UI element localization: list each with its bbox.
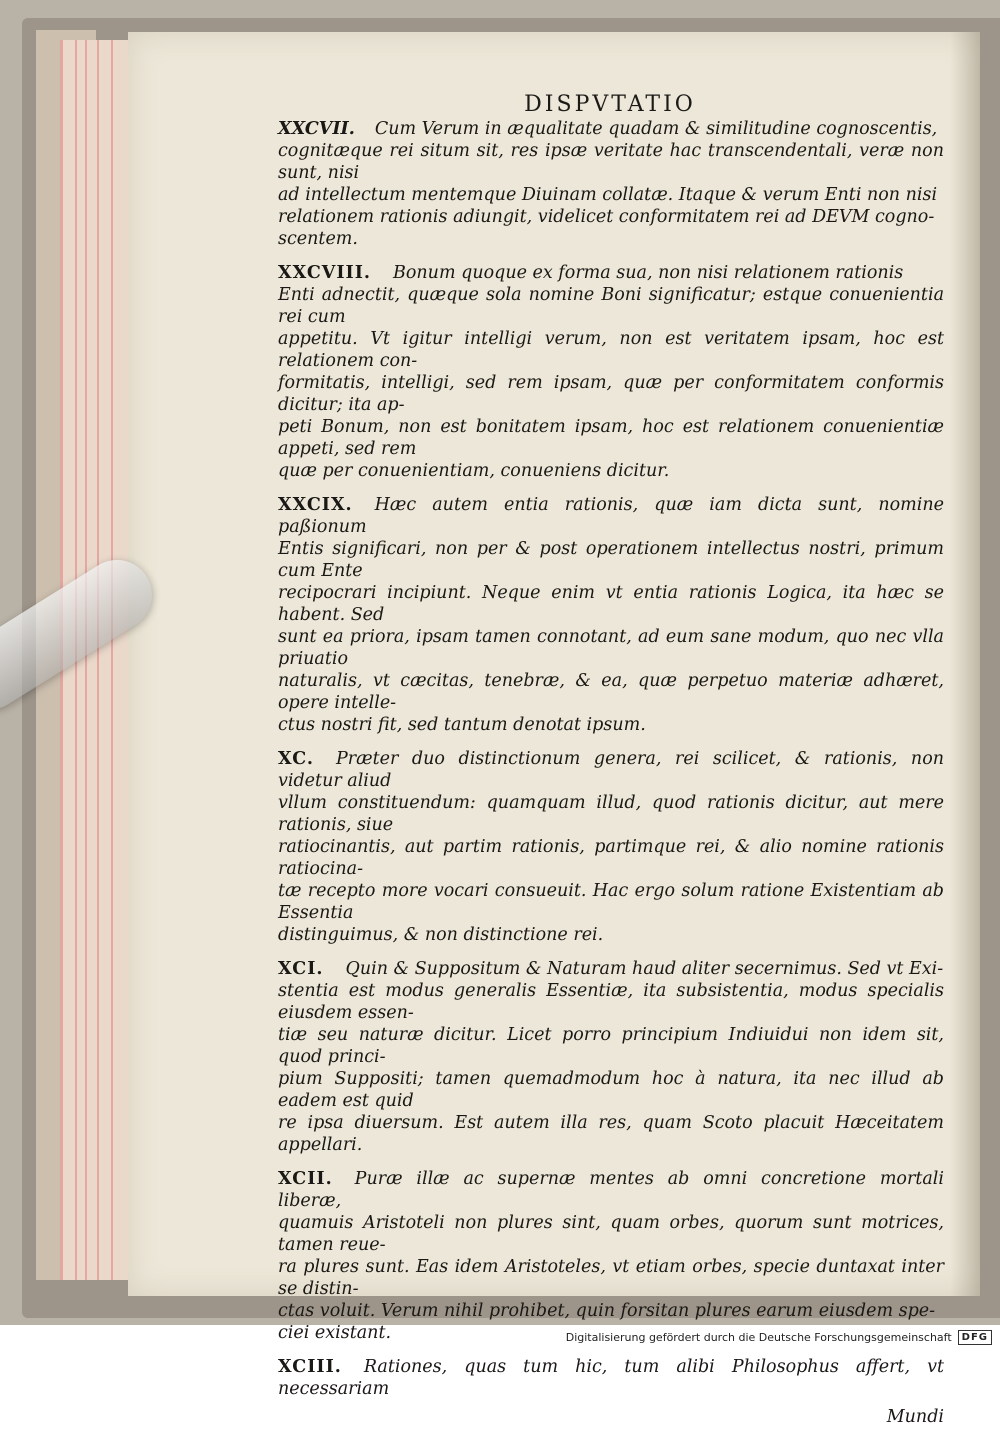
text-line: Entis significari, non per & post operationem intellectus nostri, primum cum Ente <box>278 539 944 581</box>
text-line: Præter duo distinctionum genera, rei scilicet, & rationis, non videtur aliud <box>278 749 944 791</box>
text-line: ctus nostri fit, sed tantum denotat ipsum. <box>278 715 646 735</box>
text-line: appetitu. Vt igitur intelligi verum, non est veritatem ipsam, hoc est relationem con- <box>278 329 944 371</box>
thesis-number: XCIII. <box>278 1357 342 1377</box>
paragraph <box>278 262 944 482</box>
text-line: Puræ illæ ac supernæ mentes ab omni concretione mortali liberæ, <box>278 1169 944 1211</box>
text-line: re ipsa diuersum. Est autem illa res, quam Scoto placuit Hæceitatem appellari. <box>278 1113 944 1155</box>
text-line: Cum Verum in æqualitate quadam & similitudine cognoscentis, <box>374 119 938 139</box>
text-line: peti Bonum, non est bonitatem ipsam, hoc est relationem conuenientiæ appeti, sed rem <box>278 417 944 459</box>
text-line: tiæ seu naturæ dicitur. Licet porro principium Indiuidui non idem sit, quod princi- <box>278 1025 944 1067</box>
page-text <box>278 118 944 1440</box>
text-line: distinguimus, & non distinctione rei. <box>278 925 604 945</box>
text-line: formitatis, intelligi, sed rem ipsam, quæ per conformitatem conformis dicitur; ita ap- <box>278 373 944 415</box>
text-line: stentia est modus generalis Essentiæ, ita subsistentia, modus specialis eiusdem essen- <box>278 981 944 1023</box>
text-line: Enti adnectit, quæque sola nomine Boni significatur; estque conuenientia rei cum <box>278 285 944 327</box>
thesis-number: XCI. <box>278 959 324 979</box>
text-line: recipocrari incipiunt. Neque enim vt entia rationis Logica, ita hæc se habent. Sed <box>278 583 944 625</box>
paragraph <box>278 958 944 1156</box>
paragraph <box>278 118 944 250</box>
paragraph <box>278 1168 944 1344</box>
text-line: vllum constituendum: quamquam illud, quod rationis dicitur, aut mere rationis, siue <box>278 793 944 835</box>
text-line: ctas voluit. Verum nihil prohibet, quin forsitan plures earum eiusdem spe- <box>278 1301 936 1321</box>
thesis-number: XXCVIII. <box>278 263 372 283</box>
paragraph <box>278 748 944 946</box>
text-line: tæ recepto more vocari consueuit. Hac ergo solum ratione Existentiam ab Essentia <box>278 881 944 923</box>
text-line: quamuis Aristoteli non plures sint, quam orbes, quorum sunt motrices, tamen reue- <box>278 1213 944 1255</box>
thesis-number: XCII. <box>278 1169 333 1189</box>
text-line: sunt ea priora, ipsam tamen connotant, ad eum sane modum, quo nec vlla priuatio <box>278 627 944 669</box>
thesis-number: XXCVII. <box>278 119 355 139</box>
credit-text: Digitalisierung gefördert durch die Deutsche Forschungsgemeinschaft <box>565 1331 952 1344</box>
running-title: DISPVTATIO <box>524 92 696 117</box>
paragraph <box>278 1356 944 1400</box>
text-line: cognitæque rei situm sit, res ipsæ veritate hac transcendentali, veræ non sunt, nisi <box>278 141 944 183</box>
text-line: Quin & Suppositum & Naturam haud aliter secernimus. Sed vt Exi- <box>345 959 944 979</box>
catchword: Mundi <box>886 1407 944 1427</box>
text-line: Rationes, quas tum hic, tum alibi Philosophus affert, vt necessariam <box>278 1357 944 1399</box>
text-line: Bonum quoque ex forma sua, non nisi relationem rationis <box>393 263 904 283</box>
text-line: ra plures sunt. Eas idem Aristoteles, vt etiam orbes, specie duntaxat inter se distin- <box>278 1257 944 1299</box>
dfg-logo-icon: DFG <box>958 1330 992 1345</box>
text-line: Hæc autem entia rationis, quæ iam dicta sunt, nomine paßionum <box>278 495 944 537</box>
text-line: quæ per conuenientiam, conueniens dicitur. <box>278 461 670 481</box>
text-line: relationem rationis adiungit, videlicet conformitatem rei ad DEVM cogno- <box>278 207 935 227</box>
text-line: ciei existant. <box>278 1323 392 1343</box>
text-line: ratiocinantis, aut partim rationis, partimque rei, & alio nomine rationis ratiocina- <box>278 837 944 879</box>
text-line: scentem. <box>278 229 358 249</box>
text-line: naturalis, vt cæcitas, tenebræ, & ea, quæ perpetuo materiæ adhæret, opere intelle- <box>278 671 944 713</box>
text-line: pium Suppositi; tamen quemadmodum hoc à natura, ita nec illud ab eadem est quid <box>278 1069 944 1111</box>
digitization-credit <box>566 1330 992 1345</box>
text-line: ad intellectum mentemque Diuinam collatæ. Itaque & verum Enti non nisi <box>278 185 938 205</box>
paragraph <box>278 494 944 736</box>
thesis-number: XXCIX. <box>278 495 353 515</box>
thesis-number: XC. <box>278 749 314 769</box>
